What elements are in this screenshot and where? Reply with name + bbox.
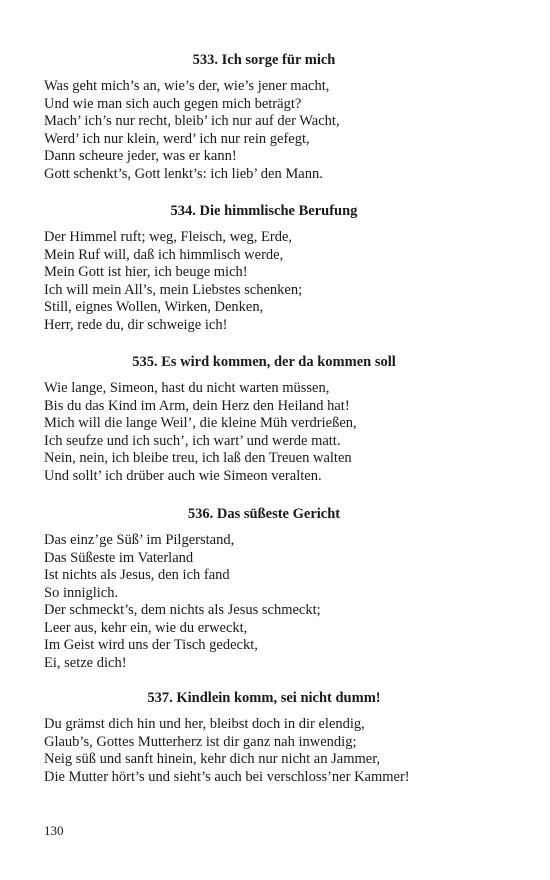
poem-line: Werd’ ich nur klein, werd’ ich nur rein gefegt, (44, 130, 310, 147)
poem-line: Nein, nein, ich bleibe treu, ich laß den Treuen walten (44, 450, 352, 466)
poem-line: Bis du das Kind im Arm, dein Herz den Heiland hat! (44, 397, 350, 414)
poem-534 (44, 202, 484, 334)
poem-line: Das einz’ge Süß’ im Pilgerstand, (44, 532, 235, 548)
poem-line: Leer aus, kehr ein, wie du erweckt, (44, 619, 248, 636)
poem-line: Ist nichts als Jesus, den ich fand (44, 567, 230, 583)
poem-line: Mein Gott ist hier, ich beuge mich! (44, 264, 248, 280)
poem-line: Ich will mein All’s, mein Liebstes schenken; (44, 281, 303, 298)
poem-body (44, 380, 484, 485)
poem-line: Der schmeckt’s, dem nichts als Jesus schmeckt; (44, 602, 321, 618)
page-number: 130 (44, 823, 64, 838)
poem-line: Ei, setze dich! (44, 654, 127, 671)
poem-line: So inniglich. (44, 584, 119, 601)
poem-line: Ich seufze und ich such’, ich wart’ und werde matt. (44, 432, 341, 449)
poem-line: Glaub’s, Gottes Mutterherz ist dir ganz nah inwendig; (44, 733, 357, 750)
poem-535 (44, 353, 484, 485)
poem-body (44, 532, 484, 672)
poem-title: 536. Das süßeste Gericht (187, 506, 341, 522)
poem-line: Du grämst dich hin und her, bleibst doch in dir elendig, (44, 716, 365, 732)
poem-body (44, 229, 484, 334)
poem-line: Und sollt’ ich drüber auch wie Simeon veralten. (44, 467, 322, 484)
poem-line: Neig süß und sanft hinein, kehr dich nur nicht an Jammer, (44, 751, 381, 767)
poem-body (44, 78, 484, 183)
poem-line: Was geht mich’s an, wie’s der, wie’s jener macht, (44, 78, 330, 94)
poem-line: Mach’ ich’s nur recht, bleib’ ich nur auf der Wacht, (44, 113, 340, 129)
poem-533 (44, 51, 484, 183)
poem-line: Im Geist wird uns der Tisch gedeckt, (44, 637, 258, 653)
poem-title: 533. Ich sorge für mich (192, 52, 336, 68)
poem-line: Still, eignes Wollen, Wirken, Denken, (44, 299, 264, 315)
poem-line: Wie lange, Simeon, hast du nicht warten müssen, (44, 380, 330, 396)
poem-line: Mich will die lange Weil’, die kleine Müh verdrießen, (44, 415, 357, 431)
poem-line: Herr, rede du, dir schweige ich! (44, 316, 228, 333)
poem-line: Die Mutter hört’s und sieht’s auch bei verschloss’ner Kammer! (44, 768, 410, 785)
poem-line: Gott schenkt’s, Gott lenkt’s: ich lieb’ den Mann. (44, 165, 323, 182)
poem-body (44, 716, 484, 786)
poem-title: 534. Die himmlische Berufung (170, 203, 358, 219)
poem-title: 537. Kindlein komm, sei nicht dumm! (147, 690, 381, 706)
poem-title: 535. Es wird kommen, der da kommen soll (132, 354, 396, 370)
poem-line: Der Himmel ruft; weg, Fleisch, weg, Erde, (44, 229, 293, 245)
poem-line: Das Süßeste im Vaterland (44, 549, 194, 566)
poem-536 (44, 505, 484, 672)
poem-line: Dann scheure jeder, was er kann! (44, 148, 237, 164)
poem-line: Mein Ruf will, daß ich himmlisch werde, (44, 246, 284, 263)
poem-line: Und wie man sich auch gegen mich beträgt? (44, 95, 302, 112)
poem-537 (44, 689, 484, 786)
